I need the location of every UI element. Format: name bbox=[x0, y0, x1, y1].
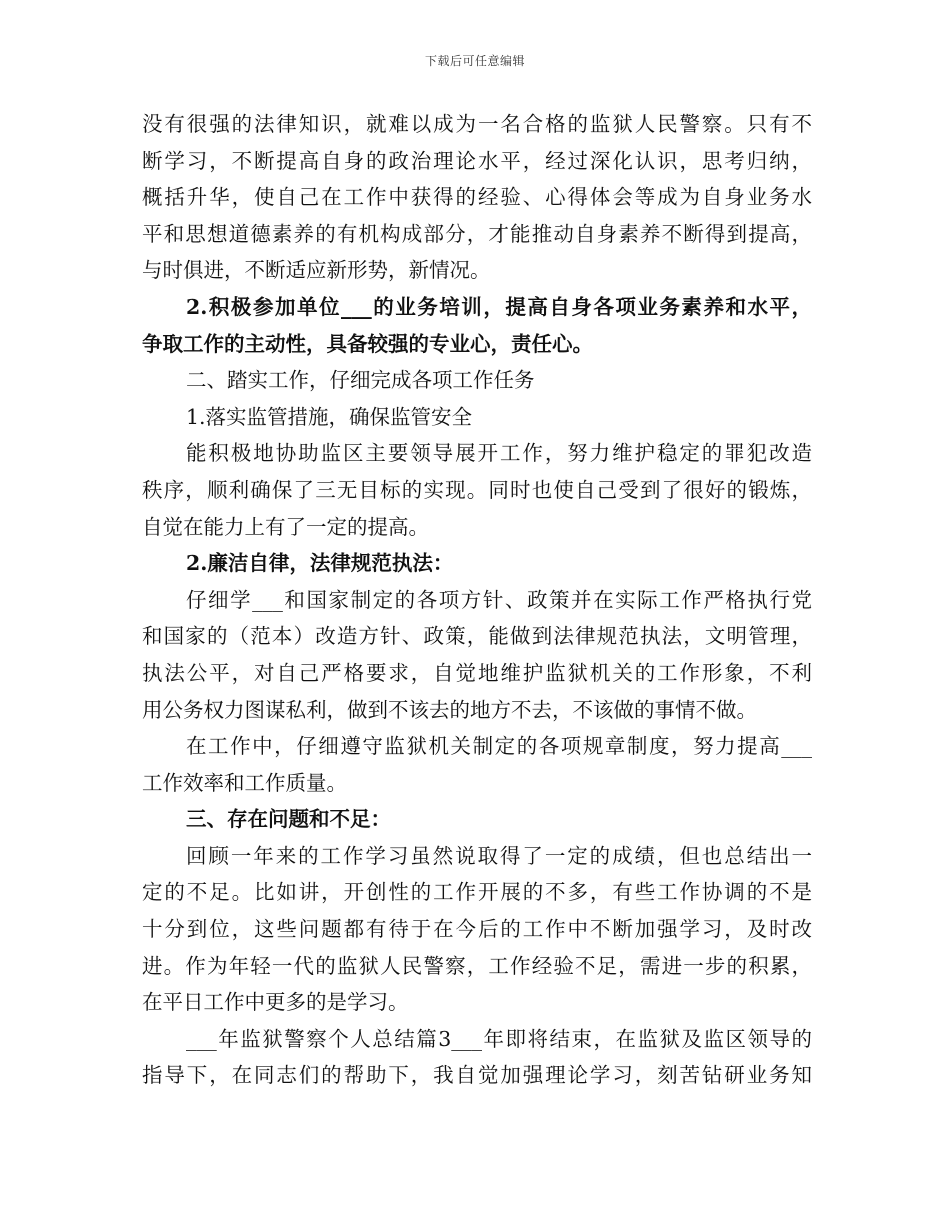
text-line: 概括升华，使自己在工作中获得的经验、心得体会等成为自身业务水 bbox=[142, 185, 812, 210]
text-line: 仔细学___和国家制定的各项方针、政策并在实际工作严格执行党 bbox=[186, 587, 812, 612]
text-line: 进。作为年轻一代的监狱人民警察，工作经验不足，需进一步的积累， bbox=[142, 953, 812, 978]
text-line: 能积极地协助监区主要领导展开工作，努力维护稳定的罪犯改造 bbox=[186, 441, 812, 466]
document-body bbox=[142, 106, 812, 1094]
text-line: 争取工作的主动性，具备较强的专业心，责任心。 bbox=[142, 331, 593, 356]
text-line: 工作效率和工作质量。 bbox=[142, 770, 347, 795]
page-header: 下载后可任意编辑 bbox=[424, 54, 525, 68]
text-line: 十分到位，这些问题都有待于在今后的工作中不断加强学习，及时改 bbox=[142, 917, 812, 942]
text-line: 在工作中，仔细遵守监狱机关制定的各项规章制度，努力提高___ bbox=[186, 734, 812, 759]
text-line: 用公务权力图谋私利，做到不该去的地方不去，不该做的事情不做。 bbox=[142, 697, 757, 722]
text-line: 断学习，不断提高自身的政治理论水平，经过深化认识，思考归纳， bbox=[142, 148, 812, 173]
text-line: 在平日工作中更多的是学习。 bbox=[142, 990, 409, 1015]
text-line: 和国家的（范本）改造方针、政策，能做到法律规范执法，文明管理， bbox=[142, 624, 812, 649]
text-line: 2.积极参加单位___的业务培训，提高自身各项业务素养和水平， bbox=[186, 294, 812, 319]
text-line: 与时俱进，不断适应新形势，新情况。 bbox=[142, 258, 491, 283]
text-line: ___年监狱警察个人总结篇3___年即将结束，在监狱及监区领导的 bbox=[186, 1026, 812, 1051]
text-line: 三、存在问题和不足： bbox=[186, 807, 391, 832]
text-line: 二、踏实工作，仔细完成各项工作任务 bbox=[186, 368, 535, 393]
text-line: 没有很强的法律知识，就难以成为一名合格的监狱人民警察。只有不 bbox=[142, 112, 812, 136]
text-line: 自觉在能力上有了一定的提高。 bbox=[142, 514, 429, 539]
text-line: 指导下，在同志们的帮助下，我自觉加强理论学习，刻苦钻研业务知 bbox=[142, 1063, 812, 1088]
text-line: 1.落实监管措施，确保监管安全 bbox=[186, 404, 473, 429]
text-line: 定的不足。比如讲，开创性的工作开展的不多，有些工作协调的不是 bbox=[142, 880, 812, 905]
text-line: 秩序，顺利确保了三无目标的实现。同时也使自己受到了很好的锻炼， bbox=[142, 477, 812, 502]
text-line: 平和思想道德素养的有机构成部分，才能推动自身素养不断得到提高， bbox=[142, 221, 812, 246]
text-line: 执法公平，对自己严格要求，自觉地维护监狱机关的工作形象，不利 bbox=[142, 660, 812, 685]
text-line: 2.廉洁自律，法律规范执法： bbox=[186, 551, 454, 576]
text-line: 回顾一年来的工作学习虽然说取得了一定的成绩，但也总结出一 bbox=[186, 843, 812, 868]
